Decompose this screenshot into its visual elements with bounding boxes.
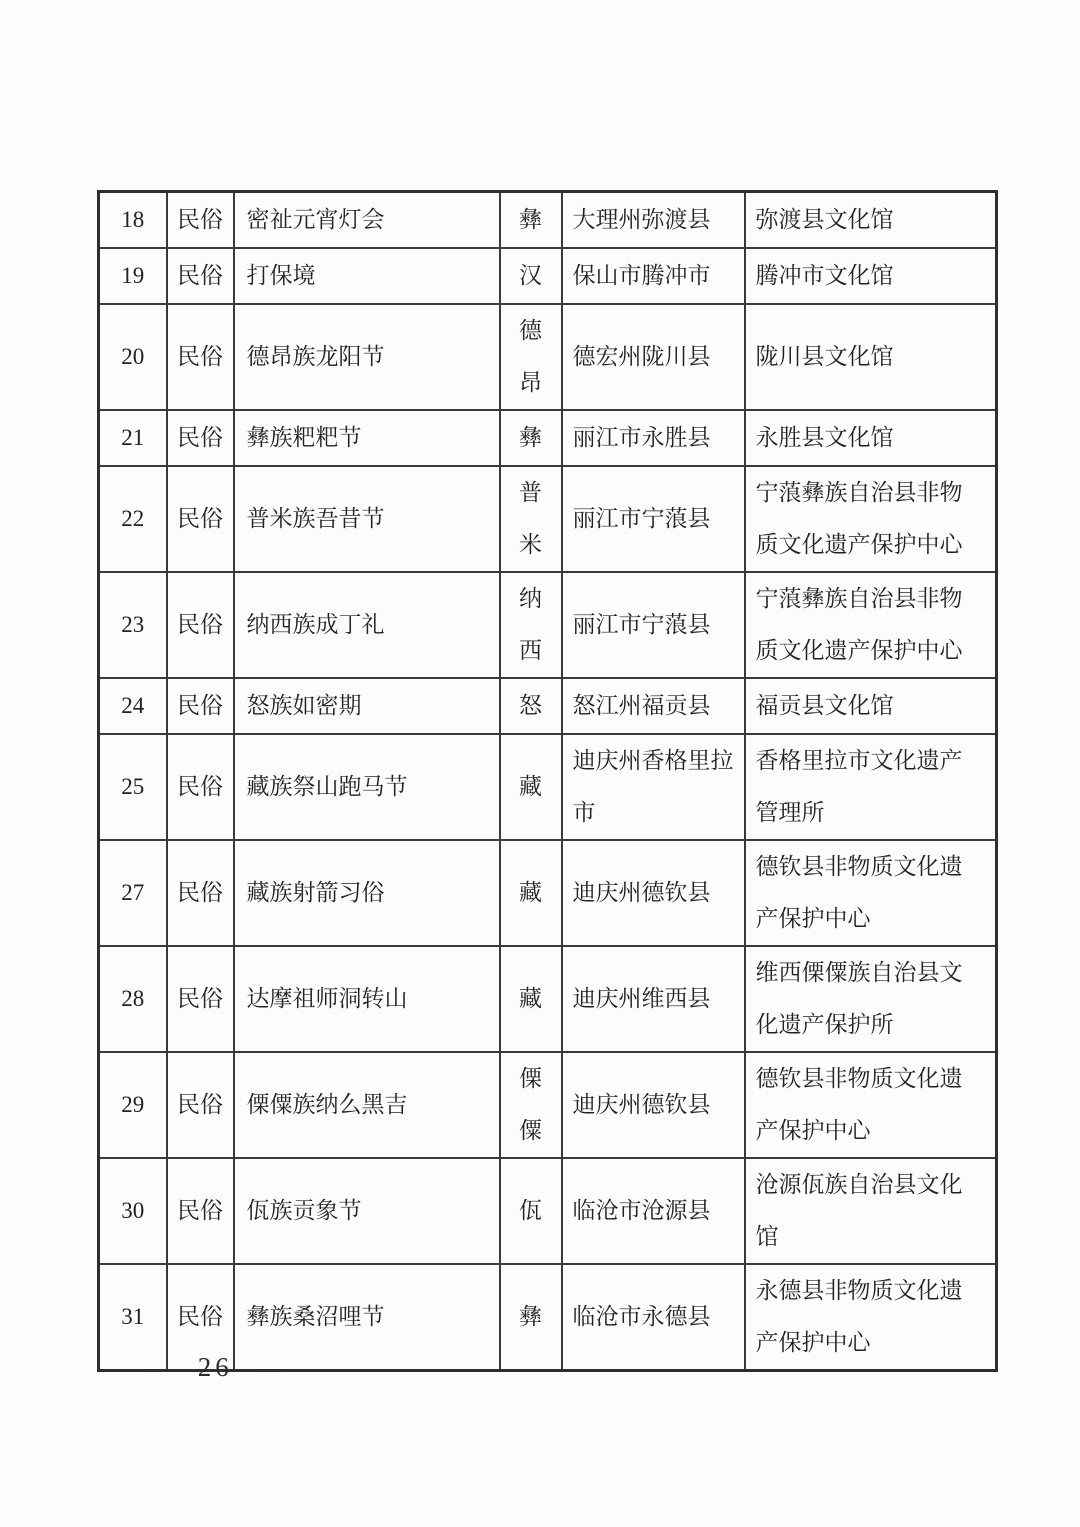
- cell-category: 民俗: [167, 840, 234, 946]
- cell-category: 民俗: [167, 304, 234, 410]
- cell-ethnic-group: 傈僳: [500, 1052, 562, 1158]
- table-row: [99, 304, 997, 410]
- cell-number: 24: [99, 678, 167, 734]
- cell-location: 丽江市宁蒗县: [562, 572, 745, 678]
- cell-organization: 弥渡县文化馆: [745, 192, 997, 249]
- cell-location: 德宏州陇川县: [562, 304, 745, 410]
- cell-location: 大理州弥渡县: [562, 192, 745, 249]
- cell-organization: 维西傈僳族自治县文化遗产保护所: [745, 946, 997, 1052]
- cell-location: 丽江市永胜县: [562, 410, 745, 466]
- table-row: [99, 248, 997, 304]
- cell-location: 临沧市永德县: [562, 1264, 745, 1371]
- cell-organization: 德钦县非物质文化遗产保护中心: [745, 840, 997, 946]
- cell-category: 民俗: [167, 734, 234, 840]
- cell-number: 28: [99, 946, 167, 1052]
- cell-category: 民俗: [167, 248, 234, 304]
- heritage-items-table: [97, 190, 998, 1372]
- cell-category: 民俗: [167, 466, 234, 572]
- cell-category: 民俗: [167, 1158, 234, 1264]
- cell-item-name: 德昂族龙阳节: [234, 304, 500, 410]
- cell-ethnic-group: 普米: [500, 466, 562, 572]
- cell-item-name: 彝族粑粑节: [234, 410, 500, 466]
- cell-organization: 宁蒗彝族自治县非物质文化遗产保护中心: [745, 572, 997, 678]
- table-row: [99, 946, 997, 1052]
- cell-location: 丽江市宁蒗县: [562, 466, 745, 572]
- cell-item-name: 密祉元宵灯会: [234, 192, 500, 249]
- cell-ethnic-group: 藏: [500, 734, 562, 840]
- cell-location: 迪庆州香格里拉市: [562, 734, 745, 840]
- cell-number: 18: [99, 192, 167, 249]
- cell-category: 民俗: [167, 572, 234, 678]
- cell-number: 23: [99, 572, 167, 678]
- cell-organization: 永胜县文化馆: [745, 410, 997, 466]
- cell-organization: 陇川县文化馆: [745, 304, 997, 410]
- cell-ethnic-group: 怒: [500, 678, 562, 734]
- cell-ethnic-group: 德昂: [500, 304, 562, 410]
- cell-category: 民俗: [167, 1052, 234, 1158]
- cell-number: 21: [99, 410, 167, 466]
- table-row: [99, 734, 997, 840]
- cell-organization: 沧源佤族自治县文化馆: [745, 1158, 997, 1264]
- cell-item-name: 怒族如密期: [234, 678, 500, 734]
- cell-ethnic-group: 纳西: [500, 572, 562, 678]
- table-row: [99, 572, 997, 678]
- cell-ethnic-group: 彝: [500, 192, 562, 249]
- cell-item-name: 佤族贡象节: [234, 1158, 500, 1264]
- cell-organization: 宁蒗彝族自治县非物质文化遗产保护中心: [745, 466, 997, 572]
- cell-number: 22: [99, 466, 167, 572]
- table-row: [99, 678, 997, 734]
- cell-ethnic-group: 汉: [500, 248, 562, 304]
- cell-number: 29: [99, 1052, 167, 1158]
- cell-item-name: 达摩祖师洞转山: [234, 946, 500, 1052]
- heritage-table-body: [99, 192, 997, 1371]
- cell-category: 民俗: [167, 678, 234, 734]
- cell-item-name: 藏族祭山跑马节: [234, 734, 500, 840]
- cell-number: 27: [99, 840, 167, 946]
- cell-number: 25: [99, 734, 167, 840]
- cell-ethnic-group: 藏: [500, 840, 562, 946]
- cell-organization: 腾冲市文化馆: [745, 248, 997, 304]
- cell-category: 民俗: [167, 192, 234, 249]
- cell-number: 31: [99, 1264, 167, 1371]
- cell-ethnic-group: 藏: [500, 946, 562, 1052]
- cell-item-name: 普米族吾昔节: [234, 466, 500, 572]
- cell-organization: 福贡县文化馆: [745, 678, 997, 734]
- cell-item-name: 纳西族成丁礼: [234, 572, 500, 678]
- table-row: [99, 840, 997, 946]
- cell-organization: 德钦县非物质文化遗产保护中心: [745, 1052, 997, 1158]
- table-row: [99, 192, 997, 249]
- cell-category: 民俗: [167, 946, 234, 1052]
- cell-location: 怒江州福贡县: [562, 678, 745, 734]
- table-row: [99, 410, 997, 466]
- cell-number: 19: [99, 248, 167, 304]
- cell-location: 迪庆州德钦县: [562, 840, 745, 946]
- cell-ethnic-group: 佤: [500, 1158, 562, 1264]
- cell-location: 临沧市沧源县: [562, 1158, 745, 1264]
- cell-number: 20: [99, 304, 167, 410]
- table-row: [99, 1052, 997, 1158]
- cell-organization: 永德县非物质文化遗产保护中心: [745, 1264, 997, 1371]
- page-number: — 26 —: [142, 1352, 289, 1382]
- cell-organization: 香格里拉市文化遗产管理所: [745, 734, 997, 840]
- table-row: [99, 466, 997, 572]
- cell-category: 民俗: [167, 410, 234, 466]
- cell-ethnic-group: 彝: [500, 410, 562, 466]
- cell-location: 迪庆州维西县: [562, 946, 745, 1052]
- table-row: [99, 1158, 997, 1264]
- cell-item-name: 傈僳族纳么黑吉: [234, 1052, 500, 1158]
- cell-item-name: 打保境: [234, 248, 500, 304]
- cell-item-name: 藏族射箭习俗: [234, 840, 500, 946]
- cell-location: 迪庆州德钦县: [562, 1052, 745, 1158]
- cell-number: 30: [99, 1158, 167, 1264]
- cell-ethnic-group: 彝: [500, 1264, 562, 1371]
- cell-item-name: 彝族桑沼哩节: [234, 1264, 500, 1371]
- cell-category: 民俗: [167, 1264, 234, 1371]
- cell-location: 保山市腾冲市: [562, 248, 745, 304]
